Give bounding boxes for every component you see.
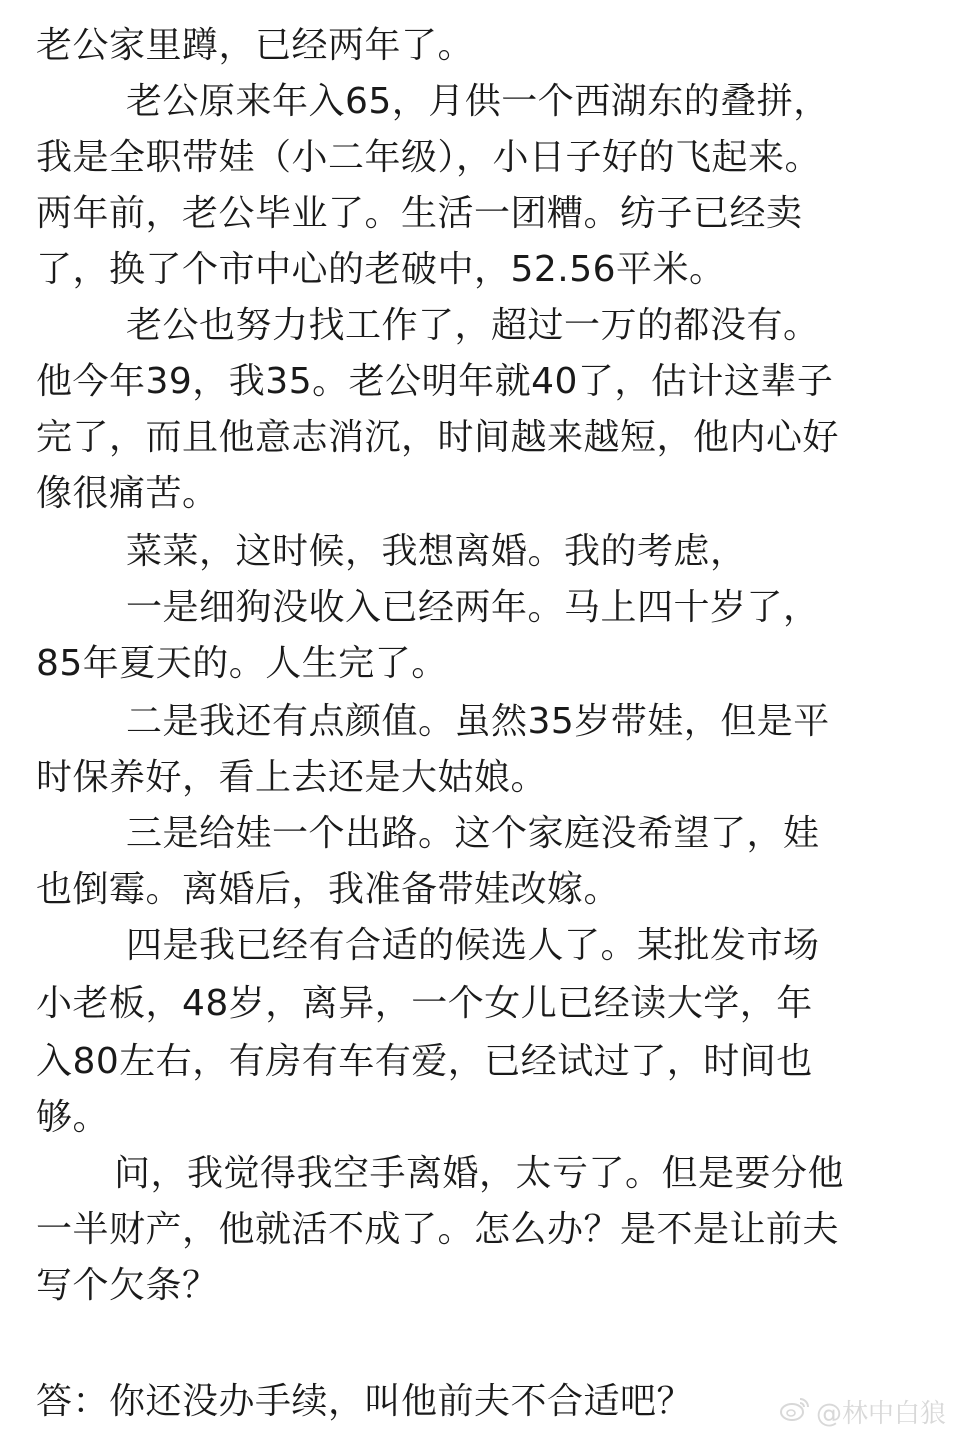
text-line: 85年夏天的。人生完了。 xyxy=(36,643,448,684)
watermark-text: @林中白狼 xyxy=(815,1399,946,1429)
text-line: 三是给娃一个出路。这个家庭没希望了，娃 xyxy=(126,813,820,854)
text-line: 四是我已经有合适的候选人了。某批发市场 xyxy=(126,925,820,966)
text-line: 二是我还有点颜值。虽然35岁带娃，但是平 xyxy=(126,701,830,742)
text-line: 也倒霉。离婚后，我准备带娃改嫁。 xyxy=(36,869,621,910)
text-line: 答：你还没办手续，叫他前夫不合适吧？ xyxy=(36,1381,694,1422)
text-line: 小老板，48岁，离异，一个女儿已经读大学，年 xyxy=(36,983,813,1024)
text-line: 一半财产，他就活不成了。怎么办？是不是让前夫 xyxy=(36,1209,840,1250)
text-line: 菜菜，这时候，我想离婚。我的考虑， xyxy=(126,531,747,572)
weibo-icon xyxy=(780,1394,810,1434)
weibo-watermark xyxy=(780,1394,946,1434)
text-line: 我是全职带娃（小二年级），小日子好的飞起来。 xyxy=(36,137,822,178)
text-line: 他今年39，我35。老公明年就40了，估计这辈子 xyxy=(36,361,834,402)
text-line: 两年前，老公毕业了。生活一团糟。纺子已经卖 xyxy=(36,193,803,234)
text-line: 一是细狗没收入已经两年。马上四十岁了， xyxy=(126,587,820,628)
text-line: 老公也努力找工作了，超过一万的都没有。 xyxy=(126,305,820,346)
text-line: 问，我觉得我空手离婚，太亏了。但是要分他 xyxy=(114,1153,845,1194)
text-line: 老公原来年入65，月供一个西湖东的叠拼， xyxy=(126,81,830,122)
text-line: 完了，而且他意志消沉，时间越来越短，他内心好 xyxy=(36,417,840,458)
text-line: 老公家里蹲，已经两年了。 xyxy=(36,25,475,66)
text-line: 写个欠条？ xyxy=(36,1265,219,1306)
text-line: 了，换了个市中心的老破中，52.56平米。 xyxy=(36,249,726,290)
text-line: 入80左右，有房有车有爱，已经试过了，时间也 xyxy=(36,1041,813,1082)
text-line: 时保养好，看上去还是大姑娘。 xyxy=(36,757,548,798)
text-line: 够。 xyxy=(36,1097,110,1138)
text-line: 像很痛苦。 xyxy=(36,473,219,514)
